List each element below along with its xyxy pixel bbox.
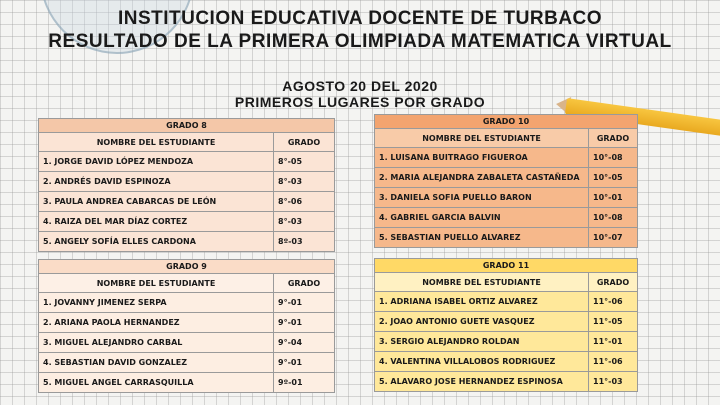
results-subtitle: PRIMEROS LUGARES POR GRADO [234, 94, 486, 110]
table-row [39, 353, 335, 373]
table-row [39, 212, 335, 232]
table-row [375, 168, 638, 188]
student-grade: 11°-06 [589, 352, 638, 372]
table-row [375, 148, 638, 168]
student-name: 1. ADRIANA ISABEL ORTIZ ALVAREZ [375, 292, 589, 312]
grade-10-table [374, 114, 638, 248]
name-column-header: NOMBRE DEL ESTUDIANTE [39, 133, 274, 152]
grade-9-title: GRADO 9 [39, 260, 335, 274]
grade-11-title: GRADO 11 [375, 259, 638, 273]
student-grade: 8°-03 [274, 172, 335, 192]
student-grade: 11°-06 [589, 292, 638, 312]
table-row [39, 333, 335, 353]
student-name: 1. JORGE DAVID LÓPEZ MENDOZA [39, 152, 274, 172]
table-row [375, 352, 638, 372]
grade-8-title: GRADO 8 [39, 119, 335, 133]
table-row [39, 192, 335, 212]
table-row [39, 313, 335, 333]
student-grade: 11°-03 [589, 372, 638, 392]
event-title: RESULTADO DE LA PRIMERA OLIMPIADA MATEMATICA VIRTUAL [48, 31, 672, 52]
student-grade: 9°-04 [274, 333, 335, 353]
table-row [39, 152, 335, 172]
student-grade: 9º-01 [274, 373, 335, 393]
table-row [375, 228, 638, 248]
student-grade: 10°-08 [589, 148, 638, 168]
student-name: 1. LUISANA BUITRAGO FIGUEROA [375, 148, 589, 168]
student-grade: 11°-01 [589, 332, 638, 352]
grade-11-table [374, 258, 638, 392]
table-row [39, 293, 335, 313]
grade-10-title: GRADO 10 [375, 115, 638, 129]
table-row [375, 292, 638, 312]
student-name: 3. MIGUEL ALEJANDRO CARBAL [39, 333, 274, 353]
table-row [39, 373, 335, 393]
table-row [39, 232, 335, 252]
student-name: 2. ARIANA PAOLA HERNANDEZ [39, 313, 274, 333]
student-name: 4. RAIZA DEL MAR DÍAZ CORTEZ [39, 212, 274, 232]
name-column-header: NOMBRE DEL ESTUDIANTE [375, 273, 589, 292]
event-date: AGOSTO 20 DEL 2020 [282, 78, 438, 94]
table-row [375, 188, 638, 208]
student-grade: 8°-03 [274, 212, 335, 232]
student-grade: 8°-06 [274, 192, 335, 212]
student-name: 2. ANDRÉS DAVID ESPINOZA [39, 172, 274, 192]
student-grade: 9°-01 [274, 313, 335, 333]
school-title: INSTITUCION EDUCATIVA DOCENTE DE TURBACO [117, 8, 603, 29]
student-grade: 8º-03 [274, 232, 335, 252]
student-name: 2. JOAO ANTONIO GUETE VASQUEZ [375, 312, 589, 332]
student-grade: 10°-05 [589, 168, 638, 188]
student-grade: 11°-05 [589, 312, 638, 332]
grade-column-header: GRADO [589, 129, 638, 148]
student-name: 1. JOVANNY JIMENEZ SERPA [39, 293, 274, 313]
student-name: 4. VALENTINA VILLALOBOS RODRIGUEZ [375, 352, 589, 372]
student-name: 5. ALAVARO JOSE HERNANDEZ ESPINOSA [375, 372, 589, 392]
student-grade: 10°-07 [589, 228, 638, 248]
table-row [375, 208, 638, 228]
table-row [39, 172, 335, 192]
student-name: 5. ANGELY SOFÍA ELLES CARDONA [39, 232, 274, 252]
student-grade: 9°-01 [274, 293, 335, 313]
student-name: 5. MIGUEL ANGEL CARRASQUILLA [39, 373, 274, 393]
name-column-header: NOMBRE DEL ESTUDIANTE [375, 129, 589, 148]
table-row [375, 372, 638, 392]
student-grade: 9°-01 [274, 353, 335, 373]
student-grade: 10°-08 [589, 208, 638, 228]
student-name: 3. DANIELA SOFIA PUELLO BARON [375, 188, 589, 208]
grade-column-header: GRADO [274, 274, 335, 293]
student-name: 3. SERGIO ALEJANDRO ROLDAN [375, 332, 589, 352]
grade-column-header: GRADO [589, 273, 638, 292]
student-grade: 10°-01 [589, 188, 638, 208]
student-name: 5. SEBASTIAN PUELLO ALVAREZ [375, 228, 589, 248]
student-name: 2. MARIA ALEJANDRA ZABALETA CASTAÑEDA [375, 168, 589, 188]
name-column-header: NOMBRE DEL ESTUDIANTE [39, 274, 274, 293]
student-grade: 8°-05 [274, 152, 335, 172]
student-name: 4. GABRIEL GARCIA BALVIN [375, 208, 589, 228]
grade-column-header: GRADO [274, 133, 335, 152]
table-row [375, 312, 638, 332]
table-row [375, 332, 638, 352]
student-name: 4. SEBASTIAN DAVID GONZALEZ [39, 353, 274, 373]
grade-8-table [38, 118, 335, 252]
grade-9-table [38, 259, 335, 393]
student-name: 3. PAULA ANDREA CABARCAS DE LEÓN [39, 192, 274, 212]
